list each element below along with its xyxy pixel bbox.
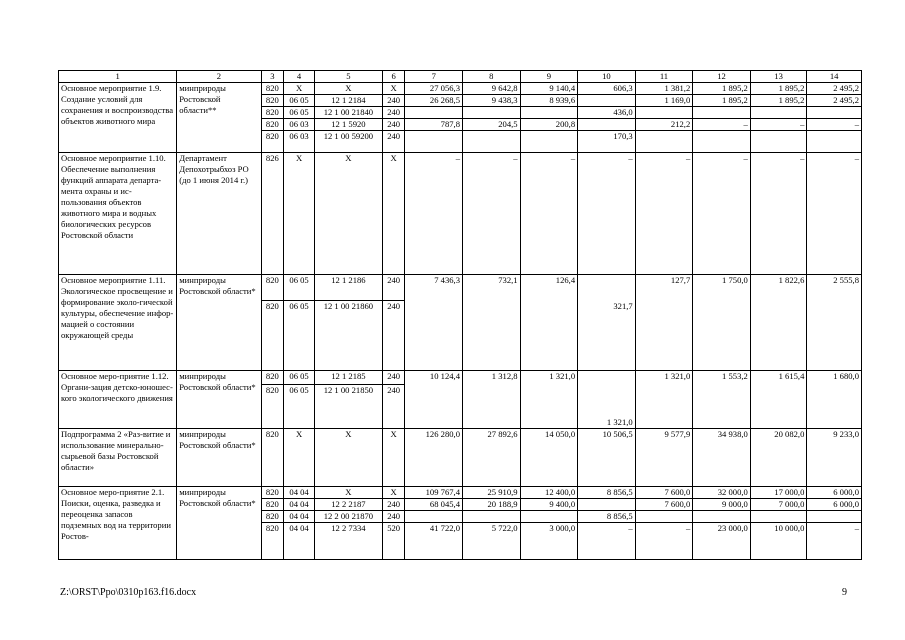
value-cell: 212,2 (635, 119, 693, 131)
value-cell (405, 107, 463, 119)
code-cell: 06 05 (284, 371, 315, 385)
code-cell: 12 1 2185 (314, 371, 382, 385)
code-cell: Х (314, 487, 382, 499)
value-cell: 9 642,8 (463, 83, 521, 95)
value-cell (405, 301, 463, 371)
value-cell: 1 680,0 (807, 371, 862, 385)
value-cell: 14 050,0 (520, 429, 578, 487)
value-cell (750, 511, 807, 523)
value-cell: 1 381,2 (635, 83, 693, 95)
code-cell: Х (314, 429, 382, 487)
header-cell: 10 (578, 71, 636, 83)
activity-name: Основное мероприятие 1.11. Экологическое просвещение и формирование эколо-гической культуры, обеспечение инфор-мацией о состоянии окружающей среды (59, 275, 177, 371)
code-cell: 240 (382, 371, 405, 385)
code-cell: 820 (261, 371, 284, 385)
value-cell: – (578, 523, 636, 560)
value-cell: – (463, 153, 521, 275)
header-cell: 6 (382, 71, 405, 83)
executor: минприроды Ростовской области* (177, 487, 261, 560)
code-cell: Х (284, 429, 315, 487)
code-cell: 12 2 7334 (314, 523, 382, 560)
executor: минприроды Ростовской области* (177, 371, 261, 429)
header-cell: 12 (693, 71, 751, 83)
value-cell: 32 000,0 (693, 487, 751, 499)
value-cell: 170,3 (578, 131, 636, 153)
value-cell: – (693, 153, 751, 275)
value-cell (520, 511, 578, 523)
value-cell: 1 615,4 (750, 371, 807, 385)
value-cell: 732,1 (463, 275, 521, 301)
value-cell: 7 436,3 (405, 275, 463, 301)
header-cell: 5 (314, 71, 382, 83)
code-cell: 240 (382, 275, 405, 301)
value-cell: 1 321,0 (635, 371, 693, 385)
code-cell: 12 2 2187 (314, 499, 382, 511)
value-cell (405, 385, 463, 429)
code-cell: 820 (261, 95, 284, 107)
code-cell: 06 03 (284, 131, 315, 153)
code-cell: 240 (382, 511, 405, 523)
code-cell: 240 (382, 131, 405, 153)
value-cell: 1 895,2 (693, 83, 751, 95)
value-cell (635, 107, 693, 119)
value-cell (463, 107, 521, 119)
code-cell: 240 (382, 107, 405, 119)
value-cell (807, 301, 862, 371)
value-cell: 606,3 (578, 83, 636, 95)
code-cell: 06 05 (284, 301, 315, 371)
header-cell: 9 (520, 71, 578, 83)
executor: минприроды Ростовской области** (177, 83, 261, 153)
value-cell: 7 000,0 (750, 499, 807, 511)
value-cell: 12 400,0 (520, 487, 578, 499)
header-cell: 1 (59, 71, 177, 83)
value-cell: 9 140,4 (520, 83, 578, 95)
value-cell: 127,7 (635, 275, 693, 301)
code-cell: 820 (261, 275, 284, 301)
value-cell (750, 131, 807, 153)
executor: минприроды Ростовской области* (177, 275, 261, 371)
value-cell: – (635, 523, 693, 560)
value-cell: 109 767,4 (405, 487, 463, 499)
header-cell: 13 (750, 71, 807, 83)
code-cell: Х (284, 153, 315, 275)
value-cell: 9 000,0 (693, 499, 751, 511)
value-cell: – (807, 523, 862, 560)
code-cell: 06 05 (284, 107, 315, 119)
value-cell: 1 895,2 (750, 83, 807, 95)
value-cell (463, 511, 521, 523)
table-row (59, 487, 862, 499)
value-cell: – (750, 153, 807, 275)
value-cell: 8 856,5 (578, 511, 636, 523)
table-row (59, 83, 862, 95)
value-cell (807, 511, 862, 523)
code-cell: 04 04 (284, 523, 315, 560)
value-cell: 2 495,2 (807, 95, 862, 107)
table-row (59, 429, 862, 487)
activity-name: Основное меро-приятие 1.12. Органи-зация детско-юношес-кого экологического движения (59, 371, 177, 429)
value-cell (635, 301, 693, 371)
value-cell (578, 119, 636, 131)
table-row (59, 275, 862, 301)
value-cell (750, 301, 807, 371)
value-cell: 27 056,3 (405, 83, 463, 95)
value-cell: 10 124,4 (405, 371, 463, 385)
code-cell: Х (314, 153, 382, 275)
value-cell (463, 385, 521, 429)
value-cell (807, 131, 862, 153)
code-cell: 820 (261, 511, 284, 523)
executor: минприроды Ростовской области* (177, 429, 261, 487)
code-cell: Х (382, 83, 405, 95)
value-cell (750, 107, 807, 119)
code-cell: 820 (261, 487, 284, 499)
value-cell: 9 577,9 (635, 429, 693, 487)
code-cell: 820 (261, 107, 284, 119)
value-cell: 204,5 (463, 119, 521, 131)
value-cell (578, 95, 636, 107)
code-cell: 06 05 (284, 385, 315, 429)
value-cell (635, 511, 693, 523)
value-cell: 34 938,0 (693, 429, 751, 487)
code-cell: Х (382, 153, 405, 275)
code-cell: 820 (261, 499, 284, 511)
value-cell (693, 511, 751, 523)
code-cell: 12 1 00 21850 (314, 385, 382, 429)
value-cell (750, 385, 807, 429)
value-cell (520, 131, 578, 153)
activity-name: Основное мероприятие 1.10. Обеспечение выполнения функций аппарата департа-мента охраны и ис-пользования объектов животного мира и водных биологических ресурсов Ростовской области (59, 153, 177, 275)
value-cell (807, 385, 862, 429)
value-cell: 27 892,6 (463, 429, 521, 487)
value-cell (693, 301, 751, 371)
code-cell: 820 (261, 385, 284, 429)
value-cell: 2 495,2 (807, 83, 862, 95)
code-cell: 820 (261, 131, 284, 153)
code-cell: 06 03 (284, 119, 315, 131)
value-cell: 1 895,2 (693, 95, 751, 107)
code-cell: 12 1 00 21860 (314, 301, 382, 371)
value-cell: 20 188,9 (463, 499, 521, 511)
value-cell: 17 000,0 (750, 487, 807, 499)
subprogram-name: Подпрограмма 2 «Раз-витие и использование минерально-сырьевой базы Ростовской области» (59, 429, 177, 487)
code-cell: 06 05 (284, 275, 315, 301)
code-cell: 12 1 5920 (314, 119, 382, 131)
value-cell: 6 000,0 (807, 499, 862, 511)
value-cell: 26 268,5 (405, 95, 463, 107)
value-cell (635, 385, 693, 429)
header-cell: 2 (177, 71, 261, 83)
code-cell: 06 05 (284, 95, 315, 107)
value-cell: 25 910,9 (463, 487, 521, 499)
code-cell: 240 (382, 499, 405, 511)
value-cell: 200,8 (520, 119, 578, 131)
value-cell: 41 722,0 (405, 523, 463, 560)
budget-table (58, 70, 862, 560)
value-cell: 126 280,0 (405, 429, 463, 487)
value-cell (635, 131, 693, 153)
code-cell: 820 (261, 301, 284, 371)
header-cell: 7 (405, 71, 463, 83)
value-cell: 9 438,3 (463, 95, 521, 107)
value-cell (405, 131, 463, 153)
code-cell: 820 (261, 429, 284, 487)
file-path: Z:\ORST\Ppo\0310p163.f16.docx (60, 587, 197, 598)
code-cell: Х (314, 83, 382, 95)
value-cell (405, 511, 463, 523)
value-cell: 9 400,0 (520, 499, 578, 511)
value-cell: 9 233,0 (807, 429, 862, 487)
value-cell (693, 131, 751, 153)
value-cell (520, 385, 578, 429)
value-cell: 5 722,0 (463, 523, 521, 560)
activity-name: Основное мероприятие 1.9. Создание условий для сохранения и воспроизводства объектов животного мира (59, 83, 177, 153)
code-cell: 12 1 2184 (314, 95, 382, 107)
value-cell: – (520, 153, 578, 275)
value-cell (807, 107, 862, 119)
value-cell: 1 895,2 (750, 95, 807, 107)
value-cell: 1 312,8 (463, 371, 521, 385)
code-cell: 04 04 (284, 487, 315, 499)
value-cell: 321,7 (578, 301, 636, 371)
executor: Департамент Депохотрыбхоз РО (до 1 июня 2014 г.) (177, 153, 261, 275)
code-cell: 12 2 00 21870 (314, 511, 382, 523)
code-cell: 820 (261, 83, 284, 95)
value-cell: – (750, 119, 807, 131)
value-cell: 1 553,2 (693, 371, 751, 385)
code-cell: 04 04 (284, 499, 315, 511)
code-cell: 240 (382, 119, 405, 131)
value-cell: 8 939,6 (520, 95, 578, 107)
value-cell: – (807, 119, 862, 131)
value-cell (578, 499, 636, 511)
header-cell: 4 (284, 71, 315, 83)
header-cell: 11 (635, 71, 693, 83)
value-cell (463, 131, 521, 153)
table-row (59, 71, 862, 83)
code-cell: Х (382, 487, 405, 499)
value-cell (693, 385, 751, 429)
value-cell: 436,0 (578, 107, 636, 119)
table-row (59, 371, 862, 385)
value-cell: 1 822,6 (750, 275, 807, 301)
code-cell: 240 (382, 301, 405, 371)
code-cell: Х (284, 83, 315, 95)
code-cell: 520 (382, 523, 405, 560)
value-cell (463, 301, 521, 371)
value-cell: 8 856,5 (578, 487, 636, 499)
value-cell (578, 371, 636, 385)
code-cell: Х (382, 429, 405, 487)
code-cell: 240 (382, 95, 405, 107)
code-cell: 820 (261, 523, 284, 560)
value-cell: 1 169,0 (635, 95, 693, 107)
header-cell: 8 (463, 71, 521, 83)
code-cell: 04 04 (284, 511, 315, 523)
value-cell: – (693, 119, 751, 131)
header-cell: 3 (261, 71, 284, 83)
code-cell: 12 1 00 21840 (314, 107, 382, 119)
code-cell: 826 (261, 153, 284, 275)
value-cell: – (405, 153, 463, 275)
code-cell: 12 1 2186 (314, 275, 382, 301)
value-cell: 126,4 (520, 275, 578, 301)
value-cell: 23 000,0 (693, 523, 751, 560)
code-cell: 820 (261, 119, 284, 131)
code-cell: 12 1 00 59200 (314, 131, 382, 153)
value-cell: 1 321,0 (578, 385, 636, 429)
value-cell: 10 000,0 (750, 523, 807, 560)
code-cell: 240 (382, 385, 405, 429)
value-cell (520, 301, 578, 371)
page-number: 9 (842, 587, 847, 598)
value-cell (520, 107, 578, 119)
value-cell (693, 107, 751, 119)
value-cell: 68 045,4 (405, 499, 463, 511)
value-cell: – (578, 153, 636, 275)
value-cell: 10 506,5 (578, 429, 636, 487)
value-cell: 3 000,0 (520, 523, 578, 560)
value-cell (578, 275, 636, 301)
activity-name: Основное меро-приятие 2.1. Поиски, оценка, разведка и переоценка запасов подземных вод на территории Ростов- (59, 487, 177, 560)
value-cell: – (635, 153, 693, 275)
value-cell: 1 321,0 (520, 371, 578, 385)
value-cell: 2 555,8 (807, 275, 862, 301)
table-row (59, 153, 862, 275)
value-cell: 7 600,0 (635, 487, 693, 499)
value-cell: 6 000,0 (807, 487, 862, 499)
value-cell: 787,8 (405, 119, 463, 131)
value-cell: 20 082,0 (750, 429, 807, 487)
value-cell: 1 750,0 (693, 275, 751, 301)
value-cell: – (807, 153, 862, 275)
value-cell: 7 600,0 (635, 499, 693, 511)
header-cell: 14 (807, 71, 862, 83)
